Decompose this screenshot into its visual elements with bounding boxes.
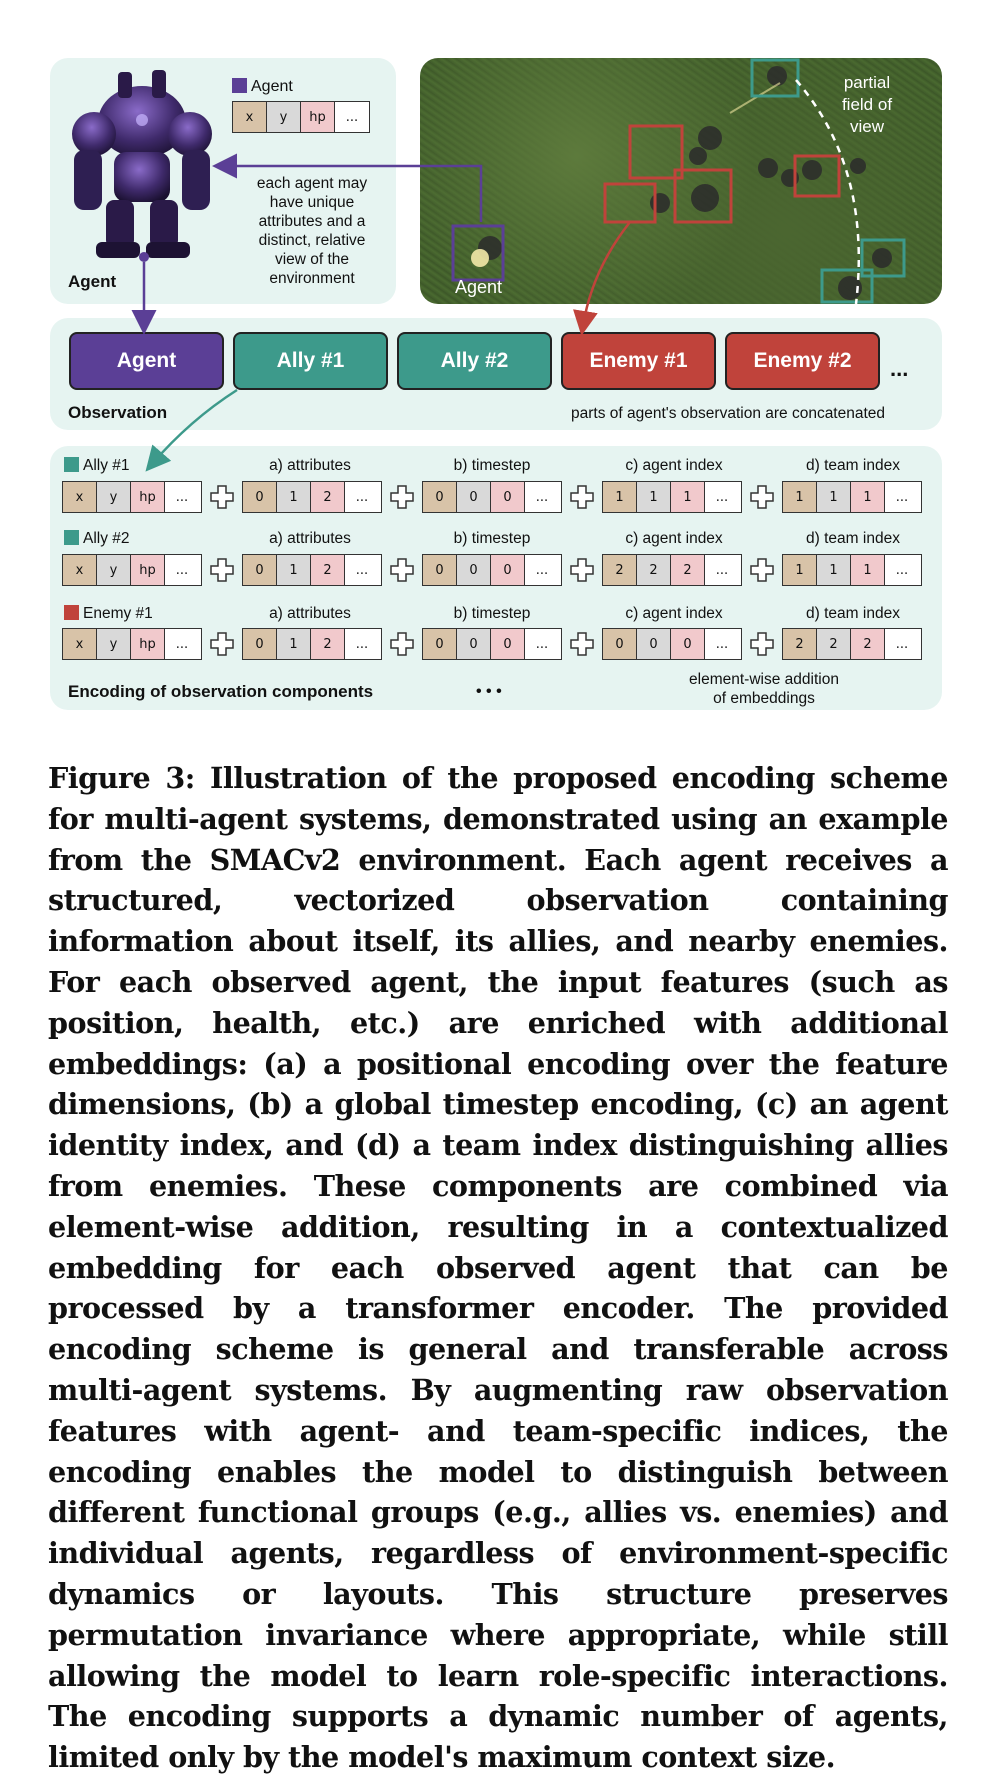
plus-icons [0,0,996,720]
cell: 2 [637,555,671,585]
agent-note-line: environment [269,270,355,287]
encoding-title: Encoding of observation components [68,682,374,701]
col-header: b) timestep [453,605,531,622]
cell: 1 [817,482,851,512]
col-header: c) agent index [625,530,723,547]
cell: x [63,555,97,585]
col-header: c) agent index [625,605,723,622]
cell: ... [355,562,369,578]
plus-icon [391,486,413,508]
agent-note-line: attributes and a [258,213,366,230]
cell: ... [895,489,909,505]
cell: ... [895,562,909,578]
cell: 0 [491,482,525,512]
obs-agent-box: Agent [69,332,224,390]
cell: y [97,482,131,512]
cell: 1 [783,555,817,585]
cell: 0 [491,629,525,659]
cell: ... [175,636,189,652]
agent-arrow [222,166,481,222]
cell: 2 [671,555,705,585]
cell: ... [535,562,549,578]
col-header: b) timestep [453,530,531,547]
cell: 0 [457,482,491,512]
cell: 0 [243,555,277,585]
cell: x [233,102,267,132]
cell: 0 [423,629,457,659]
cell: 1 [277,629,311,659]
cell: 2 [603,555,637,585]
encoding-note-line: of embeddings [713,690,815,707]
fov-label-line: field of [841,95,893,114]
col-header: d) team index [806,457,900,474]
col-header: a) attributes [269,605,351,622]
obs-ellipsis: ... [890,356,909,381]
plus-icon [391,559,413,581]
cell: 2 [783,629,817,659]
plus-icon [211,559,233,581]
cell: y [97,555,131,585]
cell: 0 [423,555,457,585]
cell: x [63,629,97,659]
encoding-note-line: element-wise addition [689,671,839,688]
cell: ... [175,489,189,505]
agent-legend-label: Agent [251,78,293,95]
cell: 0 [457,629,491,659]
scene-agent-label: Agent [455,277,503,297]
observation-note: parts of agent's observation are concatenated [571,405,886,422]
cell: ... [715,636,729,652]
cell: 2 [817,629,851,659]
plus-icon [751,486,773,508]
obs-enemy1-box: Enemy #1 [561,332,716,390]
plus-icon [571,486,593,508]
cell: ... [535,489,549,505]
col-header: d) team index [806,605,900,622]
cell: 1 [637,482,671,512]
cell: 0 [243,482,277,512]
cell: 2 [311,482,345,512]
plus-icon [391,633,413,655]
cell: y [267,102,301,132]
cell: hp [131,482,165,512]
cell: 0 [423,482,457,512]
cell: 0 [457,555,491,585]
cell: 1 [817,555,851,585]
cell: 2 [311,555,345,585]
cell: 0 [491,555,525,585]
observation-title: Observation [68,403,168,422]
cell: hp [131,555,165,585]
cell: 0 [637,629,671,659]
cell: ... [715,562,729,578]
cell: ... [355,636,369,652]
obs-enemy2-box: Enemy #2 [725,332,880,390]
cell: 2 [311,629,345,659]
cell: 1 [277,482,311,512]
cell: 1 [783,482,817,512]
cell: 1 [603,482,637,512]
fov-label-line: partial [843,73,891,92]
figure-caption: Figure 3: Illustration of the proposed encoding scheme for multi-agent systems, demonstrated using an example from the SMACv2 environment. Each agent receives a structured, vectorized observation containing information about itself, its allies, and nearby enemies. For each observed agent, the input features (such as position, health, etc.) are enriched with additional embeddings: (a) a positional encoding over the feature dimensions, (b) a global timestep encoding, (c) an agent identity index, and (d) a team index distinguishing allies from enemies. These components are combined via element-wise addition, resulting in a contextualized embedding for each observed agent that can be processed by a transformer encoder. The provided encoding scheme is general and transferable across multi-agent systems. By augmenting raw observation features with agent- and team-specific indices, the encoding enables the model to distinguish between different functional groups (e.g., allies vs. enemies) and individual agents, regardless of environment-specific dynamics or layouts. This structure preserves permutation invariance where appropriate, while still allowing the model to learn role-specific interactions. The encoding supports a dynamic number of agents, limited only by the model's maximum context size. [48,761,948,1775]
plus-icon [571,633,593,655]
fov-label-line: view [849,117,884,136]
encoding-note [664,670,864,708]
plus-icon [571,559,593,581]
cell: ... [355,489,369,505]
cell: ... [535,636,549,652]
cell: 1 [671,482,705,512]
cell: 1 [851,555,885,585]
col-header: b) timestep [453,457,531,474]
cell: hp [301,102,335,132]
cell: y [97,629,131,659]
encoding-ellipsis: • • • [476,683,502,700]
obs-ally1-box: Ally #1 [233,332,388,390]
agent-note-line: each agent may [256,175,368,192]
enc-row-label-text: Enemy #1 [83,605,153,622]
cell: hp [131,629,165,659]
cell: 0 [243,629,277,659]
col-header: a) attributes [269,530,351,547]
col-header: a) attributes [269,457,351,474]
plus-icon [211,633,233,655]
cell: ... [175,562,189,578]
col-header: d) team index [806,530,900,547]
cell: ... [895,636,909,652]
cell: x [63,482,97,512]
cell: ... [715,489,729,505]
agent-note-line: have unique [269,194,355,211]
enemy-arrow [583,222,630,326]
plus-icon [751,633,773,655]
cell: 0 [671,629,705,659]
agent-panel-label: Agent [68,272,117,291]
agent-note-line: view of the [274,251,350,268]
ally-arrow [152,390,237,464]
obs-ally2-box: Ally #2 [397,332,552,390]
cell: 0 [603,629,637,659]
enc-row-label-text: Ally #2 [83,530,130,547]
enc-row-label-text: Ally #1 [83,457,130,474]
cell: 2 [851,629,885,659]
cell: ... [335,102,369,132]
cell: 1 [277,555,311,585]
col-header: c) agent index [625,457,723,474]
agent-note-line: distinct, relative [258,232,366,249]
cell: 1 [851,482,885,512]
plus-icon [751,559,773,581]
plus-icon [211,486,233,508]
